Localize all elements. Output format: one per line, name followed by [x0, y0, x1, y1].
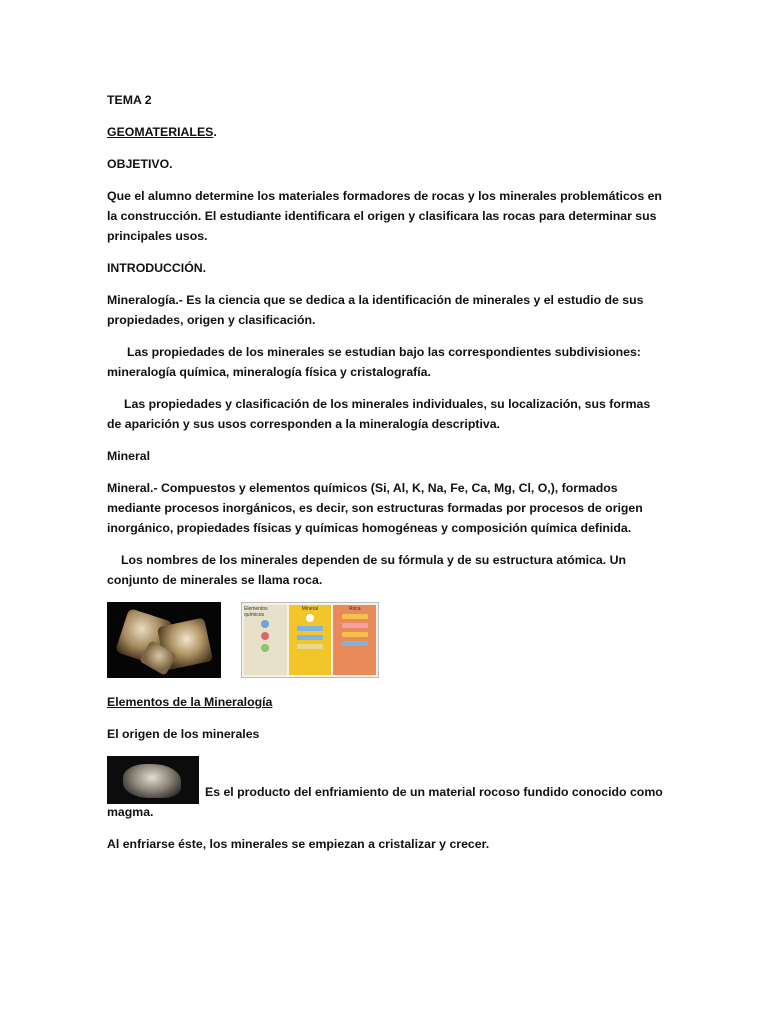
document-page [107, 90, 667, 866]
objetivo-paragraph: Que el alumno determine los materiales formadores de rocas y los minerales problemáticos en la construcción. El estudiante identificara el origen y clasificara las rocas para determinar sus principales usos. [107, 189, 662, 243]
magma-text: Es el producto del enfriamiento de un material rocoso fundido conocido como magma. [107, 785, 663, 819]
mineral-images-row [107, 602, 667, 678]
quartz-crystal-photo [107, 602, 221, 678]
diagram-column-roca [333, 605, 376, 675]
elementos-heading: Elementos de la Mineralogía [107, 695, 273, 709]
geomateriales-period: . [213, 125, 217, 139]
cristalizar-paragraph: Al enfriarse éste, los minerales se empiezan a cristalizar y crecer. [107, 837, 490, 851]
magma-paragraph [107, 756, 667, 822]
mineralogia-term: Mineralogía.- [107, 293, 183, 307]
diagram-title-mineral: Mineral [301, 606, 319, 612]
mineralogia-paragraph [107, 290, 667, 330]
objetivo-heading: OBJETIVO. [107, 157, 173, 171]
mineralogia-text: Es la ciencia que se dedica a la identificación de minerales y el estudio de sus propiedades, origen y clasificación. [107, 293, 644, 327]
mineral-definition-text: Compuestos y elementos químicos (Si, Al, K, Na, Fe, Ca, Mg, Cl, O,), formados mediante procesos inorgánicos, es decir, son estructuras formadas por procesos de origen inorgánico, propiedades físicas y químicas homogéneas y composición química definida. [107, 481, 643, 535]
mineral-rock-photo [107, 756, 199, 804]
introduccion-heading: INTRODUCCIÓN. [107, 261, 207, 275]
diagram-column-elementos [244, 605, 287, 675]
diagram-title-roca: Roca [348, 606, 361, 612]
topic-title: TEMA 2 [107, 93, 152, 107]
section-title-geomateriales [107, 122, 667, 142]
elementos-mineral-roca-diagram [241, 602, 379, 678]
nombres-paragraph: Los nombres de los minerales dependen de su fórmula y de su estructura atómica. Un conjunto de minerales se llama roca. [107, 553, 626, 587]
subdivisiones-paragraph: Las propiedades de los minerales se estudian bajo las correspondientes subdivisiones: mineralogía química, mineralogía física y cristalografía. [107, 345, 641, 379]
diagram-title-elementos: Elementos químicos [244, 606, 268, 618]
descriptiva-paragraph: Las propiedades y clasificación de los minerales individuales, su localización, sus formas de aparición y sus usos corresponden a la mineralogía descriptiva. [107, 397, 651, 431]
diagram-column-mineral [289, 605, 332, 675]
mineral-term: Mineral.- [107, 481, 158, 495]
mineral-heading: Mineral [107, 449, 151, 463]
mineral-definition-paragraph [107, 478, 667, 538]
geomateriales-label: GEOMATERIALES [107, 125, 214, 139]
origen-heading: El origen de los minerales [107, 727, 260, 741]
